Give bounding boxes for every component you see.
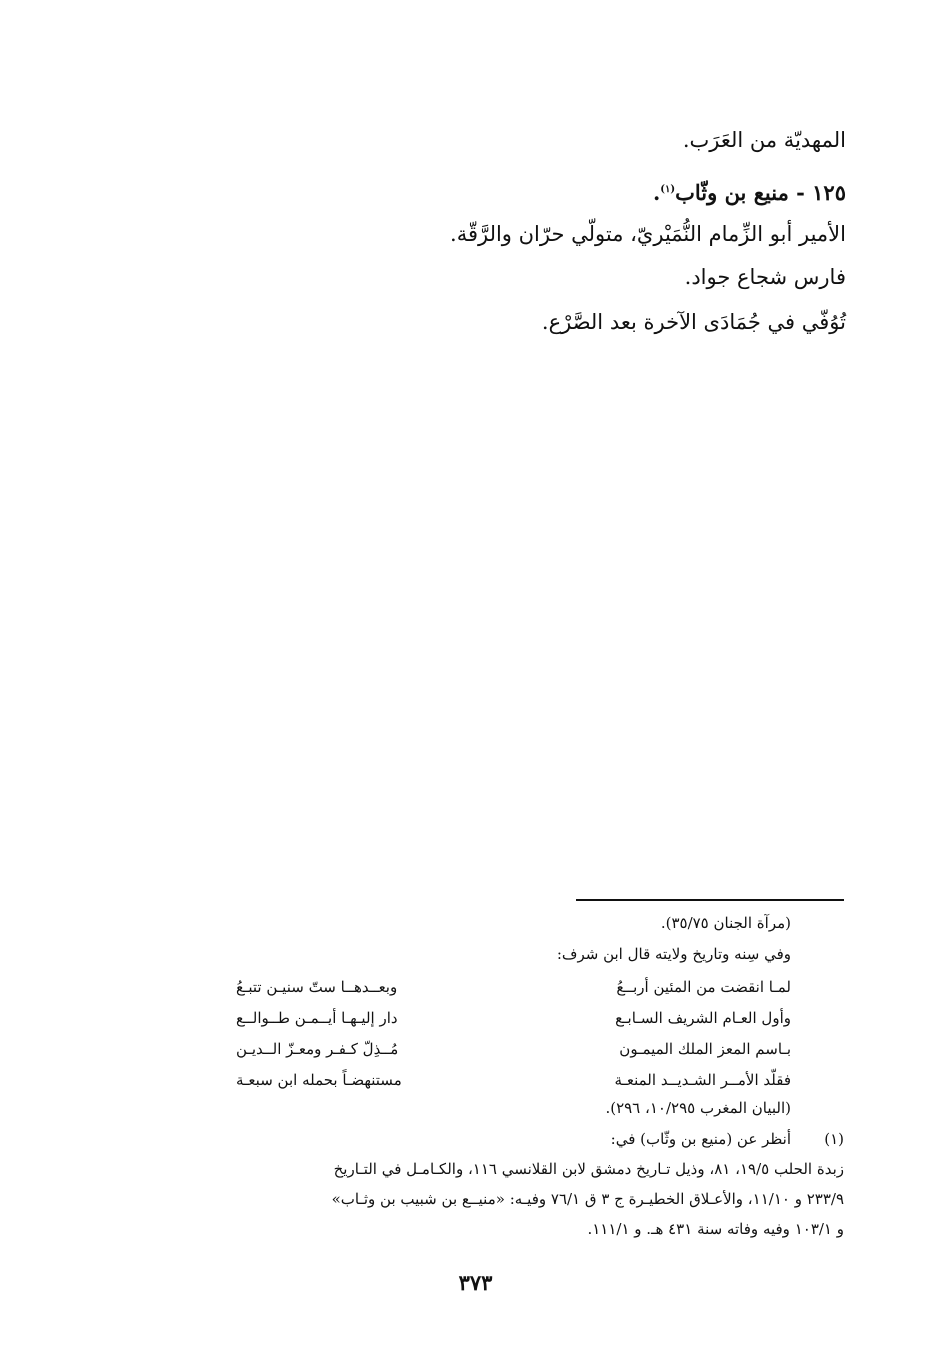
footnote-pre-line-1: (مرآة الجنان ٣٥/٧٥). — [660, 914, 791, 932]
verse-second-hemistich: مُــذِلّ كـفـر ومعـزّ الــديـن — [236, 1040, 399, 1058]
body-line-5: تُوُفّي في جُمَادَى الآخرة بعد الصَّرْع. — [541, 310, 846, 334]
footnote-1-line-1: أنظر عن (منيع بن وثّاب) في: — [610, 1130, 791, 1148]
footnote-marker: (١) — [660, 184, 676, 195]
page-number: ٣٧٣ — [458, 1270, 493, 1295]
verse-second-hemistich: وبعــدهــا ستّ سنيـن تتبـعُ — [236, 978, 398, 996]
footnote-divider — [576, 899, 844, 901]
verse-row — [236, 1040, 791, 1071]
footnote-1-line-3: ٢٣٣/٩ و ١١/١٠، والأعـلاق الخطيـرة ج ٣ ق ٧٦/١ وفيـه: «منيــع بن شبيب بن وثـاب» — [331, 1190, 844, 1208]
entry-heading — [653, 180, 846, 205]
poem-verses — [236, 978, 791, 1102]
body-line-3: الأمير أبو الزِّمام النُّمَيْريّ، متولّي حرّان والرَّقّة. — [450, 222, 846, 246]
footnote-pre-line-3: (البيان المغرب ١٠/٢٩٥، ٢٩٦). — [605, 1099, 791, 1117]
verse-second-hemistich: مستنهضـاً بحمله ابن سبعـة — [236, 1071, 402, 1089]
verse-first-hemistich: بـاسم المعز الملك الميمـون — [619, 1040, 791, 1058]
footnote-1-line-4: و ١٠٣/١ وفيه وفاته سنة ٤٣١ هـ. و ١١١/١. — [587, 1220, 844, 1238]
entry-heading-period: . — [652, 180, 661, 205]
entry-heading-text: ١٢٥ - منيع بن وثّاب — [675, 180, 846, 205]
footnote-number: (١) — [824, 1130, 844, 1148]
verse-first-hemistich: وأول العـام الشريف السـابـع — [615, 1009, 791, 1027]
verse-row — [236, 1009, 791, 1040]
footnote-pre-line-2: وفي سِنه وتاريخ ولايته قال ابن شرف: — [556, 945, 791, 963]
verse-first-hemistich: لمـا انقضت من المئين أربــعُ — [616, 978, 791, 996]
verse-row — [236, 978, 791, 1009]
footnote-1-line-2: زبدة الحلب ١٩/٥، ٨١، وذيل تـاريخ دمشق لابن القلانسي ١١٦، والكـامـل في التـاريخ — [333, 1160, 844, 1178]
verse-second-hemistich: دار إليـهـا أيــمـن طــوالــع — [236, 1009, 398, 1027]
verse-row — [236, 1071, 791, 1102]
body-line-4: فارس شجاع جواد. — [684, 265, 846, 289]
body-line-1: المهديّة من العَرَب. — [682, 128, 846, 152]
verse-first-hemistich: فقلّد الأمــر الشـديــد المنعـة — [614, 1071, 791, 1089]
